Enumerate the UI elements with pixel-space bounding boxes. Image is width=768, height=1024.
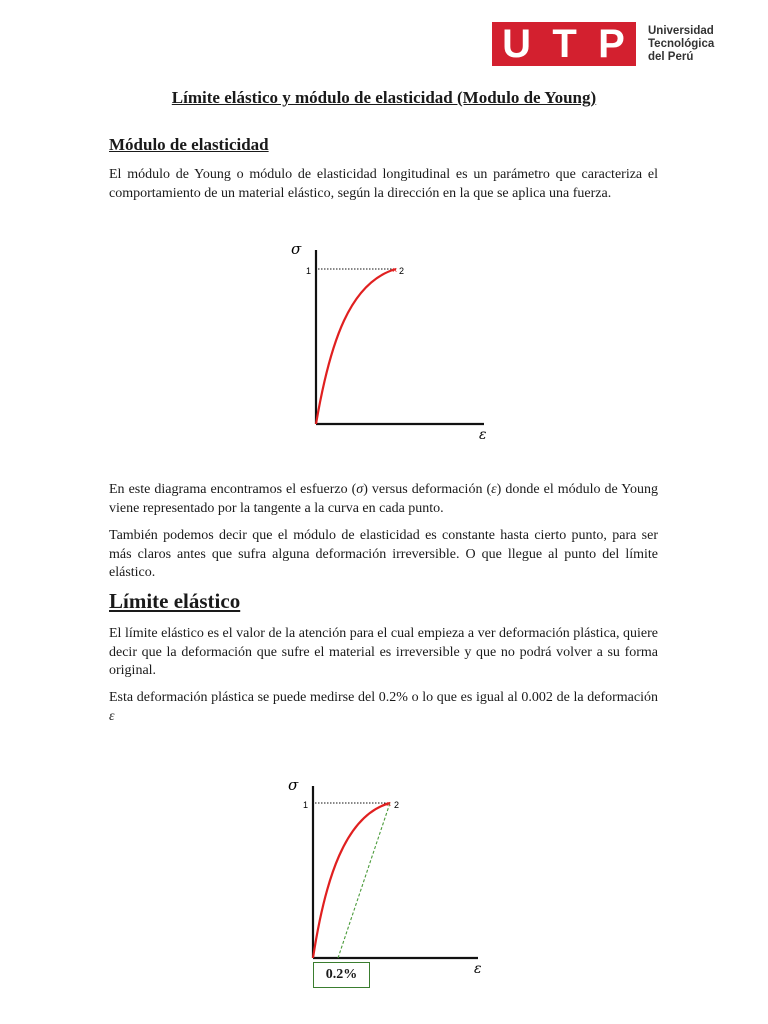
- logo-letter-t: T: [552, 22, 578, 66]
- paragraph-plastic-deformation: [109, 689, 658, 726]
- epsilon-symbol-2: ε: [109, 708, 115, 724]
- logo-line-2: Tecnológica: [648, 37, 715, 50]
- logo-line-1: Universidad: [648, 24, 714, 37]
- utp-logo: [492, 22, 714, 66]
- sigma-axis-label-2: σ: [288, 776, 299, 794]
- paragraph-diagram-explanation: [109, 481, 658, 518]
- point-1-label-2: 1: [303, 800, 309, 810]
- sigma-axis-label: σ: [291, 240, 302, 258]
- logo-letter-u: U: [502, 22, 533, 66]
- paragraph-limit-definition: El límite elástico es el valor de la atención para el cual empieza a ver deformación plástica, quiere decir que la deformación que sufre el material es irreversible y que no podrá volver a su forma original.: [109, 626, 658, 678]
- offset-line-0-2-percent: [338, 803, 390, 958]
- elastic-curve: [316, 269, 396, 424]
- utp-logo-box: [492, 22, 636, 66]
- point-2-marker-2: ×: [386, 799, 392, 809]
- point-2-label-2: 2: [394, 800, 400, 810]
- epsilon-axis-label: ε: [479, 427, 487, 443]
- logo-letter-p: P: [598, 22, 626, 66]
- heading-modulo-elasticidad: Módulo de elasticidad: [109, 135, 269, 154]
- point-2-label: 2: [399, 266, 405, 276]
- stress-strain-diagram-2: [280, 770, 500, 990]
- offset-0-2-percent-label: 0.2%: [313, 962, 370, 988]
- heading-limite-elastico: Límite elástico: [109, 589, 241, 613]
- paragraph-constant-modulus: También podemos decir que el módulo de elasticidad es constante hasta cierto punto, para ser más claros antes que sufra alguna deformación irreversible. O que llegue al punto del límite elástico.: [109, 528, 658, 580]
- p2-part-c: ) donde el módulo de Young viene representado por la tangente a la curva en cada punto.: [109, 482, 658, 516]
- p2-part-a: En este diagrama encontramos el esfuerzo (: [109, 482, 357, 497]
- sigma-symbol: σ: [356, 482, 364, 497]
- paragraph-young-definition: El módulo de Young o módulo de elasticidad longitudinal es un parámetro que caracteriza el comportamiento de un material elástico, según la dirección en la que se aplica una fuerza.: [109, 167, 658, 201]
- document-title: Límite elástico y módulo de elasticidad (Modulo de Young): [171, 88, 597, 107]
- logo-text: [648, 25, 714, 64]
- epsilon-symbol: ε: [491, 482, 497, 497]
- point-2-marker: ×: [392, 265, 398, 275]
- p5-part-a: Esta deformación plástica se puede medirse del 0.2% o lo que es igual al 0.002 de la deformación: [109, 690, 658, 705]
- stress-strain-diagram-1: [280, 232, 500, 452]
- p2-part-b: ) versus deformación (: [363, 482, 492, 497]
- epsilon-axis-label-2: ε: [474, 961, 482, 977]
- elastic-curve-2: [313, 803, 390, 958]
- point-1-label: 1: [306, 266, 312, 276]
- logo-line-3: del Perú: [648, 50, 694, 63]
